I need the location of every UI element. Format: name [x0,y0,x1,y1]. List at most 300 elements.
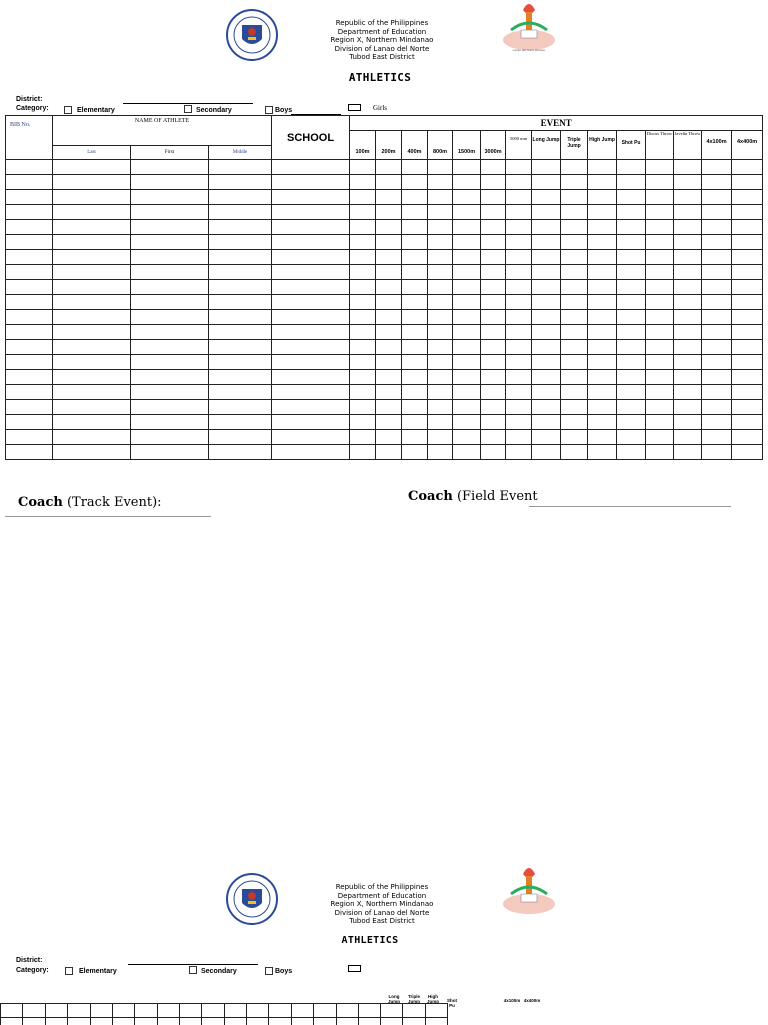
table-cell[interactable] [209,445,272,460]
table-cell[interactable] [674,340,702,355]
table-cell[interactable] [674,430,702,445]
table-cell[interactable] [674,220,702,235]
table-cell[interactable] [6,250,53,265]
table-cell[interactable] [53,370,131,385]
table-cell[interactable] [428,235,453,250]
coach-field-line[interactable] [529,506,731,507]
table-cell[interactable] [53,355,131,370]
table-cell[interactable] [6,340,53,355]
table-cell[interactable] [453,415,481,430]
table-cell[interactable] [561,415,588,430]
table-cell[interactable] [617,265,646,280]
table-cell[interactable] [532,190,561,205]
table-cell[interactable] [561,280,588,295]
table-cell[interactable] [702,310,732,325]
table-cell[interactable] [506,385,532,400]
table-cell[interactable] [402,205,428,220]
table-cell[interactable] [481,355,506,370]
table-cell[interactable] [617,220,646,235]
table-cell[interactable] [532,430,561,445]
table-cell[interactable] [481,205,506,220]
table-cell[interactable] [6,235,53,250]
table-cell[interactable] [617,280,646,295]
table-cell[interactable] [376,415,402,430]
table-cell[interactable] [131,445,209,460]
table-cell[interactable] [402,160,428,175]
table-cell[interactable] [209,355,272,370]
table-cell[interactable] [53,265,131,280]
table-cell[interactable] [506,400,532,415]
table-cell[interactable] [272,295,350,310]
table-cell[interactable] [588,280,617,295]
table-cell[interactable] [209,190,272,205]
table-cell[interactable] [481,190,506,205]
table-cell[interactable] [532,400,561,415]
table-cell[interactable] [617,385,646,400]
table-cell[interactable] [209,280,272,295]
table-cell[interactable] [453,160,481,175]
table-cell[interactable] [453,355,481,370]
table-cell[interactable] [732,220,763,235]
table-cell[interactable] [646,340,674,355]
table-cell[interactable] [506,160,532,175]
table-cell[interactable] [481,340,506,355]
table-cell[interactable] [428,400,453,415]
table-cell[interactable] [53,280,131,295]
table-cell[interactable] [428,370,453,385]
table-cell[interactable] [481,235,506,250]
table-cell[interactable] [131,385,209,400]
table-cell[interactable] [646,295,674,310]
table-cell[interactable] [376,190,402,205]
table-cell[interactable] [481,385,506,400]
table-cell[interactable] [588,220,617,235]
table-cell[interactable] [453,220,481,235]
table-cell[interactable] [402,295,428,310]
girls-checkbox[interactable] [348,965,361,972]
table-cell[interactable] [646,205,674,220]
table-cell[interactable] [588,385,617,400]
table-cell[interactable] [646,385,674,400]
table-cell[interactable] [350,415,376,430]
table-cell[interactable] [6,205,53,220]
table-cell[interactable] [561,235,588,250]
table-cell[interactable] [646,325,674,340]
table-cell[interactable] [481,370,506,385]
table-cell[interactable] [6,430,53,445]
table-cell[interactable] [617,250,646,265]
table-cell[interactable] [272,265,350,280]
table-cell[interactable] [646,190,674,205]
table-cell[interactable] [674,310,702,325]
table-cell[interactable] [272,310,350,325]
table-cell[interactable] [646,400,674,415]
table-cell[interactable] [350,250,376,265]
table-cell[interactable] [350,355,376,370]
table-cell[interactable] [272,280,350,295]
table-cell[interactable] [732,430,763,445]
table-cell[interactable] [588,250,617,265]
table-cell[interactable] [428,310,453,325]
table-cell[interactable] [674,295,702,310]
table-cell[interactable] [532,370,561,385]
table-cell[interactable] [617,325,646,340]
table-cell[interactable] [350,175,376,190]
table-cell[interactable] [702,190,732,205]
table-cell[interactable] [561,430,588,445]
table-cell[interactable] [272,235,350,250]
table-cell[interactable] [617,400,646,415]
table-cell[interactable] [453,310,481,325]
table-cell[interactable] [506,250,532,265]
table-cell[interactable] [532,415,561,430]
table-cell[interactable] [453,385,481,400]
table-cell[interactable] [376,385,402,400]
table-cell[interactable] [561,160,588,175]
elementary-checkbox[interactable] [64,106,72,114]
table-cell[interactable] [428,160,453,175]
table-cell[interactable] [561,445,588,460]
table-cell[interactable] [506,415,532,430]
table-cell[interactable] [402,445,428,460]
table-cell[interactable] [209,220,272,235]
table-cell[interactable] [702,430,732,445]
table-cell[interactable] [350,265,376,280]
table-cell[interactable] [453,430,481,445]
table-cell[interactable] [428,355,453,370]
table-cell[interactable] [702,160,732,175]
table-cell[interactable] [646,445,674,460]
table-cell[interactable] [131,310,209,325]
table-cell[interactable] [428,265,453,280]
table-cell[interactable] [561,370,588,385]
table-cell[interactable] [350,385,376,400]
table-cell[interactable] [402,415,428,430]
table-cell[interactable] [702,415,732,430]
table-cell[interactable] [376,310,402,325]
secondary-checkbox[interactable] [184,105,192,113]
table-cell[interactable] [674,190,702,205]
table-cell[interactable] [376,355,402,370]
boys-checkbox[interactable] [265,967,273,975]
elementary-checkbox[interactable] [65,967,73,975]
table-cell[interactable] [6,385,53,400]
table-cell[interactable] [732,190,763,205]
table-cell[interactable] [376,370,402,385]
table-cell[interactable] [53,430,131,445]
table-cell[interactable] [506,175,532,190]
table-cell[interactable] [402,235,428,250]
table-cell[interactable] [209,205,272,220]
table-cell[interactable] [402,325,428,340]
table-cell[interactable] [453,265,481,280]
table-cell[interactable] [561,400,588,415]
table-cell[interactable] [646,370,674,385]
table-cell[interactable] [588,205,617,220]
table-cell[interactable] [131,235,209,250]
table-cell[interactable] [532,310,561,325]
table-cell[interactable] [272,445,350,460]
table-cell[interactable] [272,220,350,235]
table-cell[interactable] [453,325,481,340]
table-cell[interactable] [6,370,53,385]
table-cell[interactable] [376,235,402,250]
table-cell[interactable] [376,325,402,340]
table-cell[interactable] [506,220,532,235]
table-cell[interactable] [588,310,617,325]
table-cell[interactable] [674,235,702,250]
table-cell[interactable] [532,265,561,280]
table-cell[interactable] [272,190,350,205]
table-cell[interactable] [131,415,209,430]
table-cell[interactable] [674,415,702,430]
table-cell[interactable] [53,400,131,415]
table-cell[interactable] [402,340,428,355]
table-cell[interactable] [376,445,402,460]
table-cell[interactable] [617,190,646,205]
table-cell[interactable] [53,205,131,220]
table-cell[interactable] [428,175,453,190]
table-cell[interactable] [6,295,53,310]
table-cell[interactable] [732,445,763,460]
table-cell[interactable] [588,430,617,445]
table-cell[interactable] [350,235,376,250]
table-cell[interactable] [453,295,481,310]
table-cell[interactable] [532,355,561,370]
table-cell[interactable] [131,205,209,220]
table-cell[interactable] [617,235,646,250]
table-cell[interactable] [481,415,506,430]
table-cell[interactable] [209,235,272,250]
table-cell[interactable] [481,160,506,175]
table-cell[interactable] [732,205,763,220]
table-cell[interactable] [402,190,428,205]
table-cell[interactable] [350,220,376,235]
table-cell[interactable] [732,340,763,355]
table-cell[interactable] [506,265,532,280]
table-cell[interactable] [53,175,131,190]
table-cell[interactable] [506,340,532,355]
table-cell[interactable] [402,430,428,445]
table-cell[interactable] [702,235,732,250]
table-cell[interactable] [617,430,646,445]
table-cell[interactable] [674,265,702,280]
table-cell[interactable] [532,175,561,190]
table-cell[interactable] [561,385,588,400]
table-cell[interactable] [350,160,376,175]
table-cell[interactable] [272,430,350,445]
table-cell[interactable] [53,160,131,175]
table-cell[interactable] [506,445,532,460]
table-cell[interactable] [481,445,506,460]
table-cell[interactable] [272,160,350,175]
table-cell[interactable] [702,205,732,220]
table-cell[interactable] [702,445,732,460]
table-cell[interactable] [209,385,272,400]
table-cell[interactable] [702,280,732,295]
table-cell[interactable] [532,280,561,295]
table-cell[interactable] [6,175,53,190]
table-cell[interactable] [53,220,131,235]
table-cell[interactable] [131,400,209,415]
table-cell[interactable] [350,325,376,340]
table-cell[interactable] [588,295,617,310]
table-cell[interactable] [6,310,53,325]
table-cell[interactable] [588,190,617,205]
table-cell[interactable] [272,355,350,370]
table-cell[interactable] [732,355,763,370]
table-cell[interactable] [209,415,272,430]
table-cell[interactable] [53,340,131,355]
table-cell[interactable] [481,175,506,190]
table-cell[interactable] [732,295,763,310]
table-cell[interactable] [646,415,674,430]
table-cell[interactable] [272,385,350,400]
table-cell[interactable] [350,430,376,445]
table-cell[interactable] [376,160,402,175]
table-cell[interactable] [532,325,561,340]
table-cell[interactable] [561,190,588,205]
table-cell[interactable] [402,280,428,295]
table-cell[interactable] [209,325,272,340]
table-cell[interactable] [428,325,453,340]
table-cell[interactable] [350,190,376,205]
table-cell[interactable] [506,370,532,385]
table-cell[interactable] [532,340,561,355]
table-cell[interactable] [272,175,350,190]
table-cell[interactable] [6,325,53,340]
table-cell[interactable] [674,400,702,415]
table-cell[interactable] [272,415,350,430]
table-cell[interactable] [702,355,732,370]
table-cell[interactable] [131,265,209,280]
table-cell[interactable] [481,400,506,415]
table-cell[interactable] [481,280,506,295]
table-cell[interactable] [506,325,532,340]
table-cell[interactable] [272,370,350,385]
table-cell[interactable] [532,220,561,235]
table-cell[interactable] [481,310,506,325]
table-cell[interactable] [428,340,453,355]
table-cell[interactable] [6,190,53,205]
table-cell[interactable] [209,265,272,280]
table-cell[interactable] [428,295,453,310]
table-cell[interactable] [561,175,588,190]
table-cell[interactable] [453,190,481,205]
table-cell[interactable] [209,430,272,445]
table-cell[interactable] [588,400,617,415]
table-cell[interactable] [617,295,646,310]
table-cell[interactable] [350,205,376,220]
table-cell[interactable] [402,370,428,385]
boys-checkbox[interactable] [265,106,273,114]
table-cell[interactable] [481,220,506,235]
table-cell[interactable] [131,280,209,295]
table-cell[interactable] [209,160,272,175]
table-cell[interactable] [588,265,617,280]
table-cell[interactable] [646,175,674,190]
table-cell[interactable] [402,385,428,400]
table-cell[interactable] [131,370,209,385]
table-cell[interactable] [209,340,272,355]
table-cell[interactable] [402,265,428,280]
table-cell[interactable] [732,325,763,340]
table-cell[interactable] [646,220,674,235]
table-cell[interactable] [402,310,428,325]
table-cell[interactable] [561,250,588,265]
table-cell[interactable] [453,445,481,460]
table-cell[interactable] [732,310,763,325]
table-cell[interactable] [428,250,453,265]
table-cell[interactable] [209,250,272,265]
table-cell[interactable] [702,340,732,355]
table-cell[interactable] [53,250,131,265]
girls-checkbox[interactable] [348,104,361,111]
table-cell[interactable] [617,415,646,430]
table-cell[interactable] [702,385,732,400]
table-cell[interactable] [561,325,588,340]
table-cell[interactable] [428,385,453,400]
table-cell[interactable] [732,160,763,175]
table-cell[interactable] [506,280,532,295]
table-cell[interactable] [532,385,561,400]
table-cell[interactable] [702,325,732,340]
table-cell[interactable] [6,280,53,295]
table-cell[interactable] [376,280,402,295]
table-cell[interactable] [646,235,674,250]
table-cell[interactable] [131,190,209,205]
table-cell[interactable] [588,445,617,460]
table-cell[interactable] [402,175,428,190]
table-cell[interactable] [674,280,702,295]
table-cell[interactable] [588,160,617,175]
table-cell[interactable] [53,310,131,325]
table-cell[interactable] [561,295,588,310]
table-cell[interactable] [402,355,428,370]
table-cell[interactable] [272,250,350,265]
table-cell[interactable] [674,250,702,265]
table-cell[interactable] [272,325,350,340]
table-cell[interactable] [131,430,209,445]
table-cell[interactable] [732,415,763,430]
table-cell[interactable] [6,355,53,370]
table-cell[interactable] [428,280,453,295]
table-cell[interactable] [646,250,674,265]
table-cell[interactable] [402,400,428,415]
table-cell[interactable] [350,310,376,325]
table-cell[interactable] [6,400,53,415]
table-cell[interactable] [376,265,402,280]
table-cell[interactable] [561,205,588,220]
table-cell[interactable] [532,250,561,265]
table-cell[interactable] [376,205,402,220]
table-cell[interactable] [376,295,402,310]
table-cell[interactable] [561,310,588,325]
table-cell[interactable] [131,250,209,265]
table-cell[interactable] [646,280,674,295]
table-cell[interactable] [702,265,732,280]
table-cell[interactable] [376,250,402,265]
table-cell[interactable] [453,340,481,355]
table-cell[interactable] [506,355,532,370]
table-cell[interactable] [702,295,732,310]
table-cell[interactable] [481,265,506,280]
table-cell[interactable] [428,205,453,220]
table-cell[interactable] [131,175,209,190]
table-cell[interactable] [646,310,674,325]
table-cell[interactable] [131,160,209,175]
table-cell[interactable] [481,250,506,265]
